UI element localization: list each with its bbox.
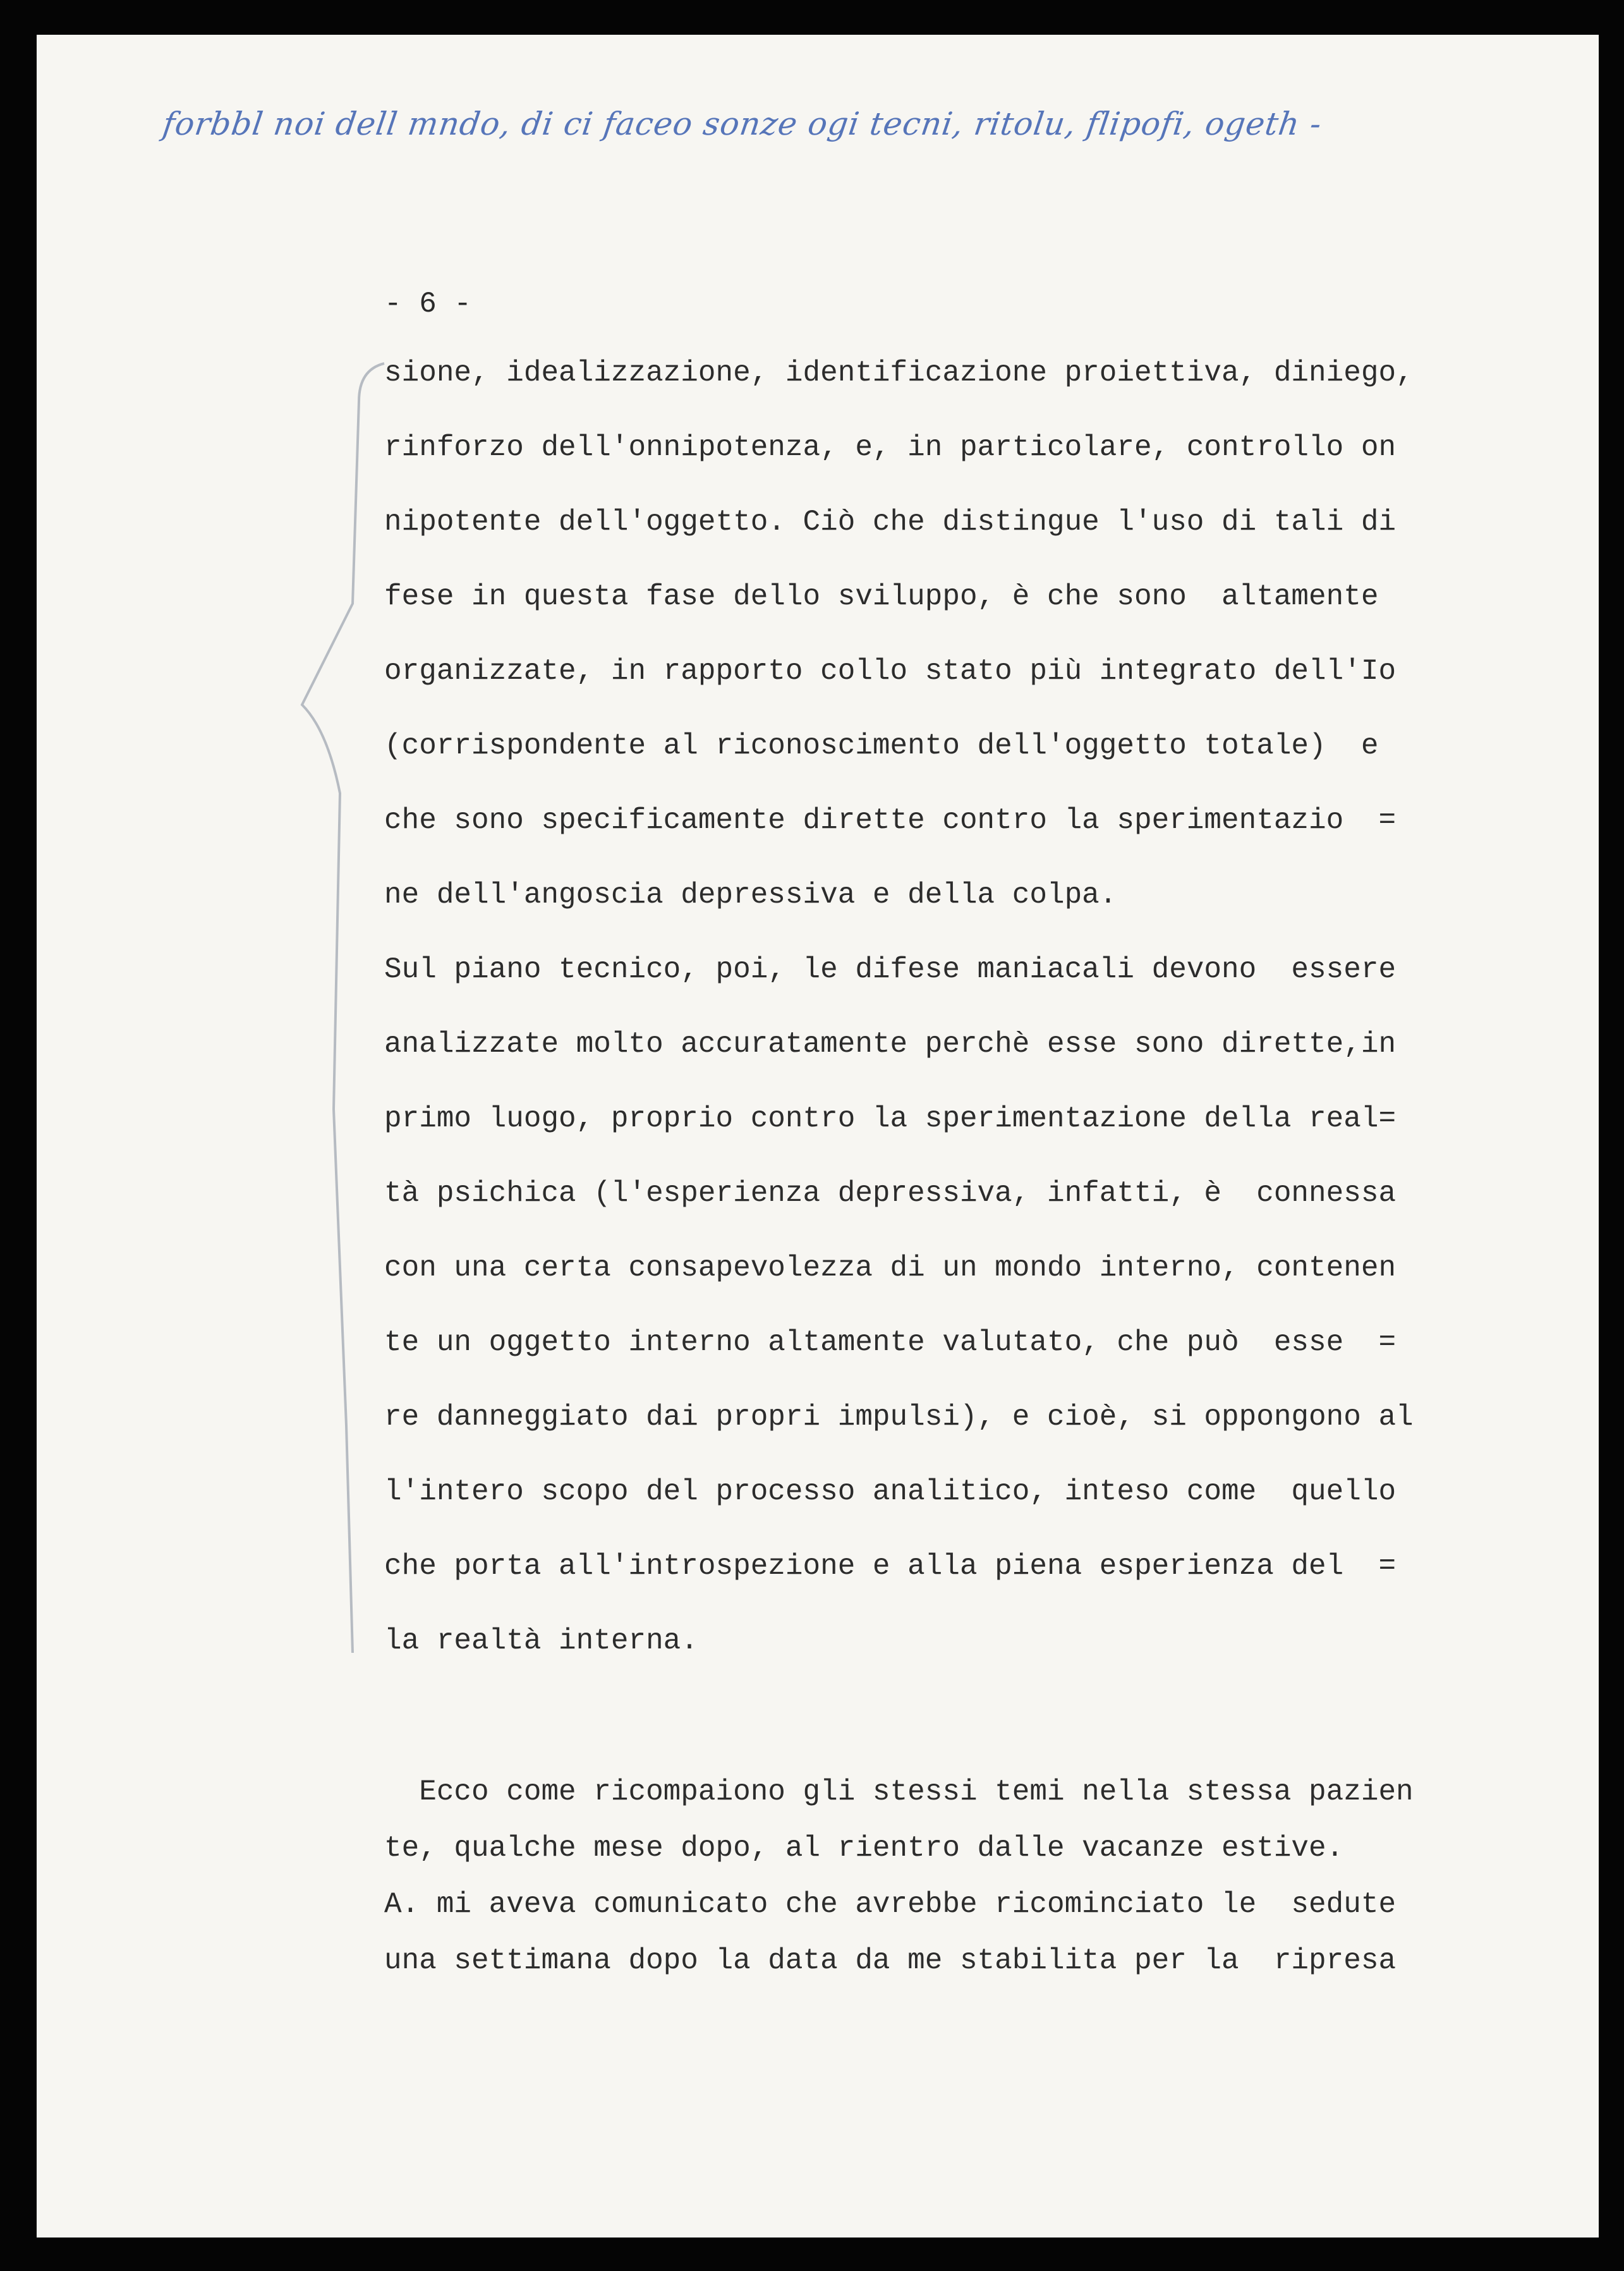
text-line: te, qualche mese dopo, al rientro dalle vacanze estive. <box>384 1832 1344 1865</box>
text-line: (corrispondente al riconoscimento dell'oggetto totale) e <box>384 729 1379 762</box>
text-line: Ecco come ricompaiono gli stessi temi nella stessa pazien <box>384 1775 1414 1808</box>
text-line: nipotente dell'oggetto. Ciò che distingue l'uso di tali di <box>384 506 1397 539</box>
text-line: che porta all'introspezione e alla piena esperienza del = <box>384 1550 1397 1583</box>
text-line: ne dell'angoscia depressiva e della colpa. <box>384 879 1117 911</box>
text-line: A. mi aveva comunicato che avrebbe ricominciato le sedute <box>384 1888 1397 1921</box>
text-line: con una certa consapevolezza di un mondo interno, contenen <box>384 1251 1397 1284</box>
paragraph-2 <box>384 1773 1541 1998</box>
handwritten-note: forbbl noi dell mndo, di ci faceo sonze ogi tecni, ritolu, flipofi, ogeth - <box>160 106 1324 142</box>
text-line: tà psichica (l'esperienza depressiva, infatti, è connessa <box>384 1177 1397 1210</box>
text-line: fese in questa fase dello sviluppo, è che sono altamente <box>384 580 1379 613</box>
text-line: primo luogo, proprio contro la sperimentazione della real= <box>384 1102 1397 1135</box>
text-line: una settimana dopo la data da me stabilita per la ripresa <box>384 1944 1397 1977</box>
text-line: re danneggiato dai propri impulsi), e cioè, si oppongono al <box>384 1401 1414 1434</box>
text-line: rinforzo dell'onnipotenza, e, in particolare, controllo on <box>384 431 1397 464</box>
text-line: Sul piano tecnico, poi, le difese maniacali devono essere <box>384 953 1397 986</box>
margin-bracket-mark <box>289 351 391 1665</box>
text-line: che sono specificamente dirette contro la sperimentazio = <box>384 804 1397 837</box>
text-line: sione, idealizzazione, identificazione proiettiva, diniego, <box>384 356 1414 389</box>
text-line: te un oggetto interno altamente valutato, che può esse = <box>384 1326 1397 1359</box>
page-number: - 6 - <box>384 288 472 320</box>
text-line: l'intero scopo del processo analitico, inteso come quello <box>384 1475 1397 1508</box>
paragraph-1 <box>384 354 1541 1696</box>
text-line: analizzate molto accuratamente perchè esse sono dirette,in <box>384 1028 1397 1061</box>
document-page <box>37 35 1599 2238</box>
text-line: organizzate, in rapporto collo stato più integrato dell'Io <box>384 655 1397 688</box>
text-line: la realtà interna. <box>384 1624 698 1657</box>
